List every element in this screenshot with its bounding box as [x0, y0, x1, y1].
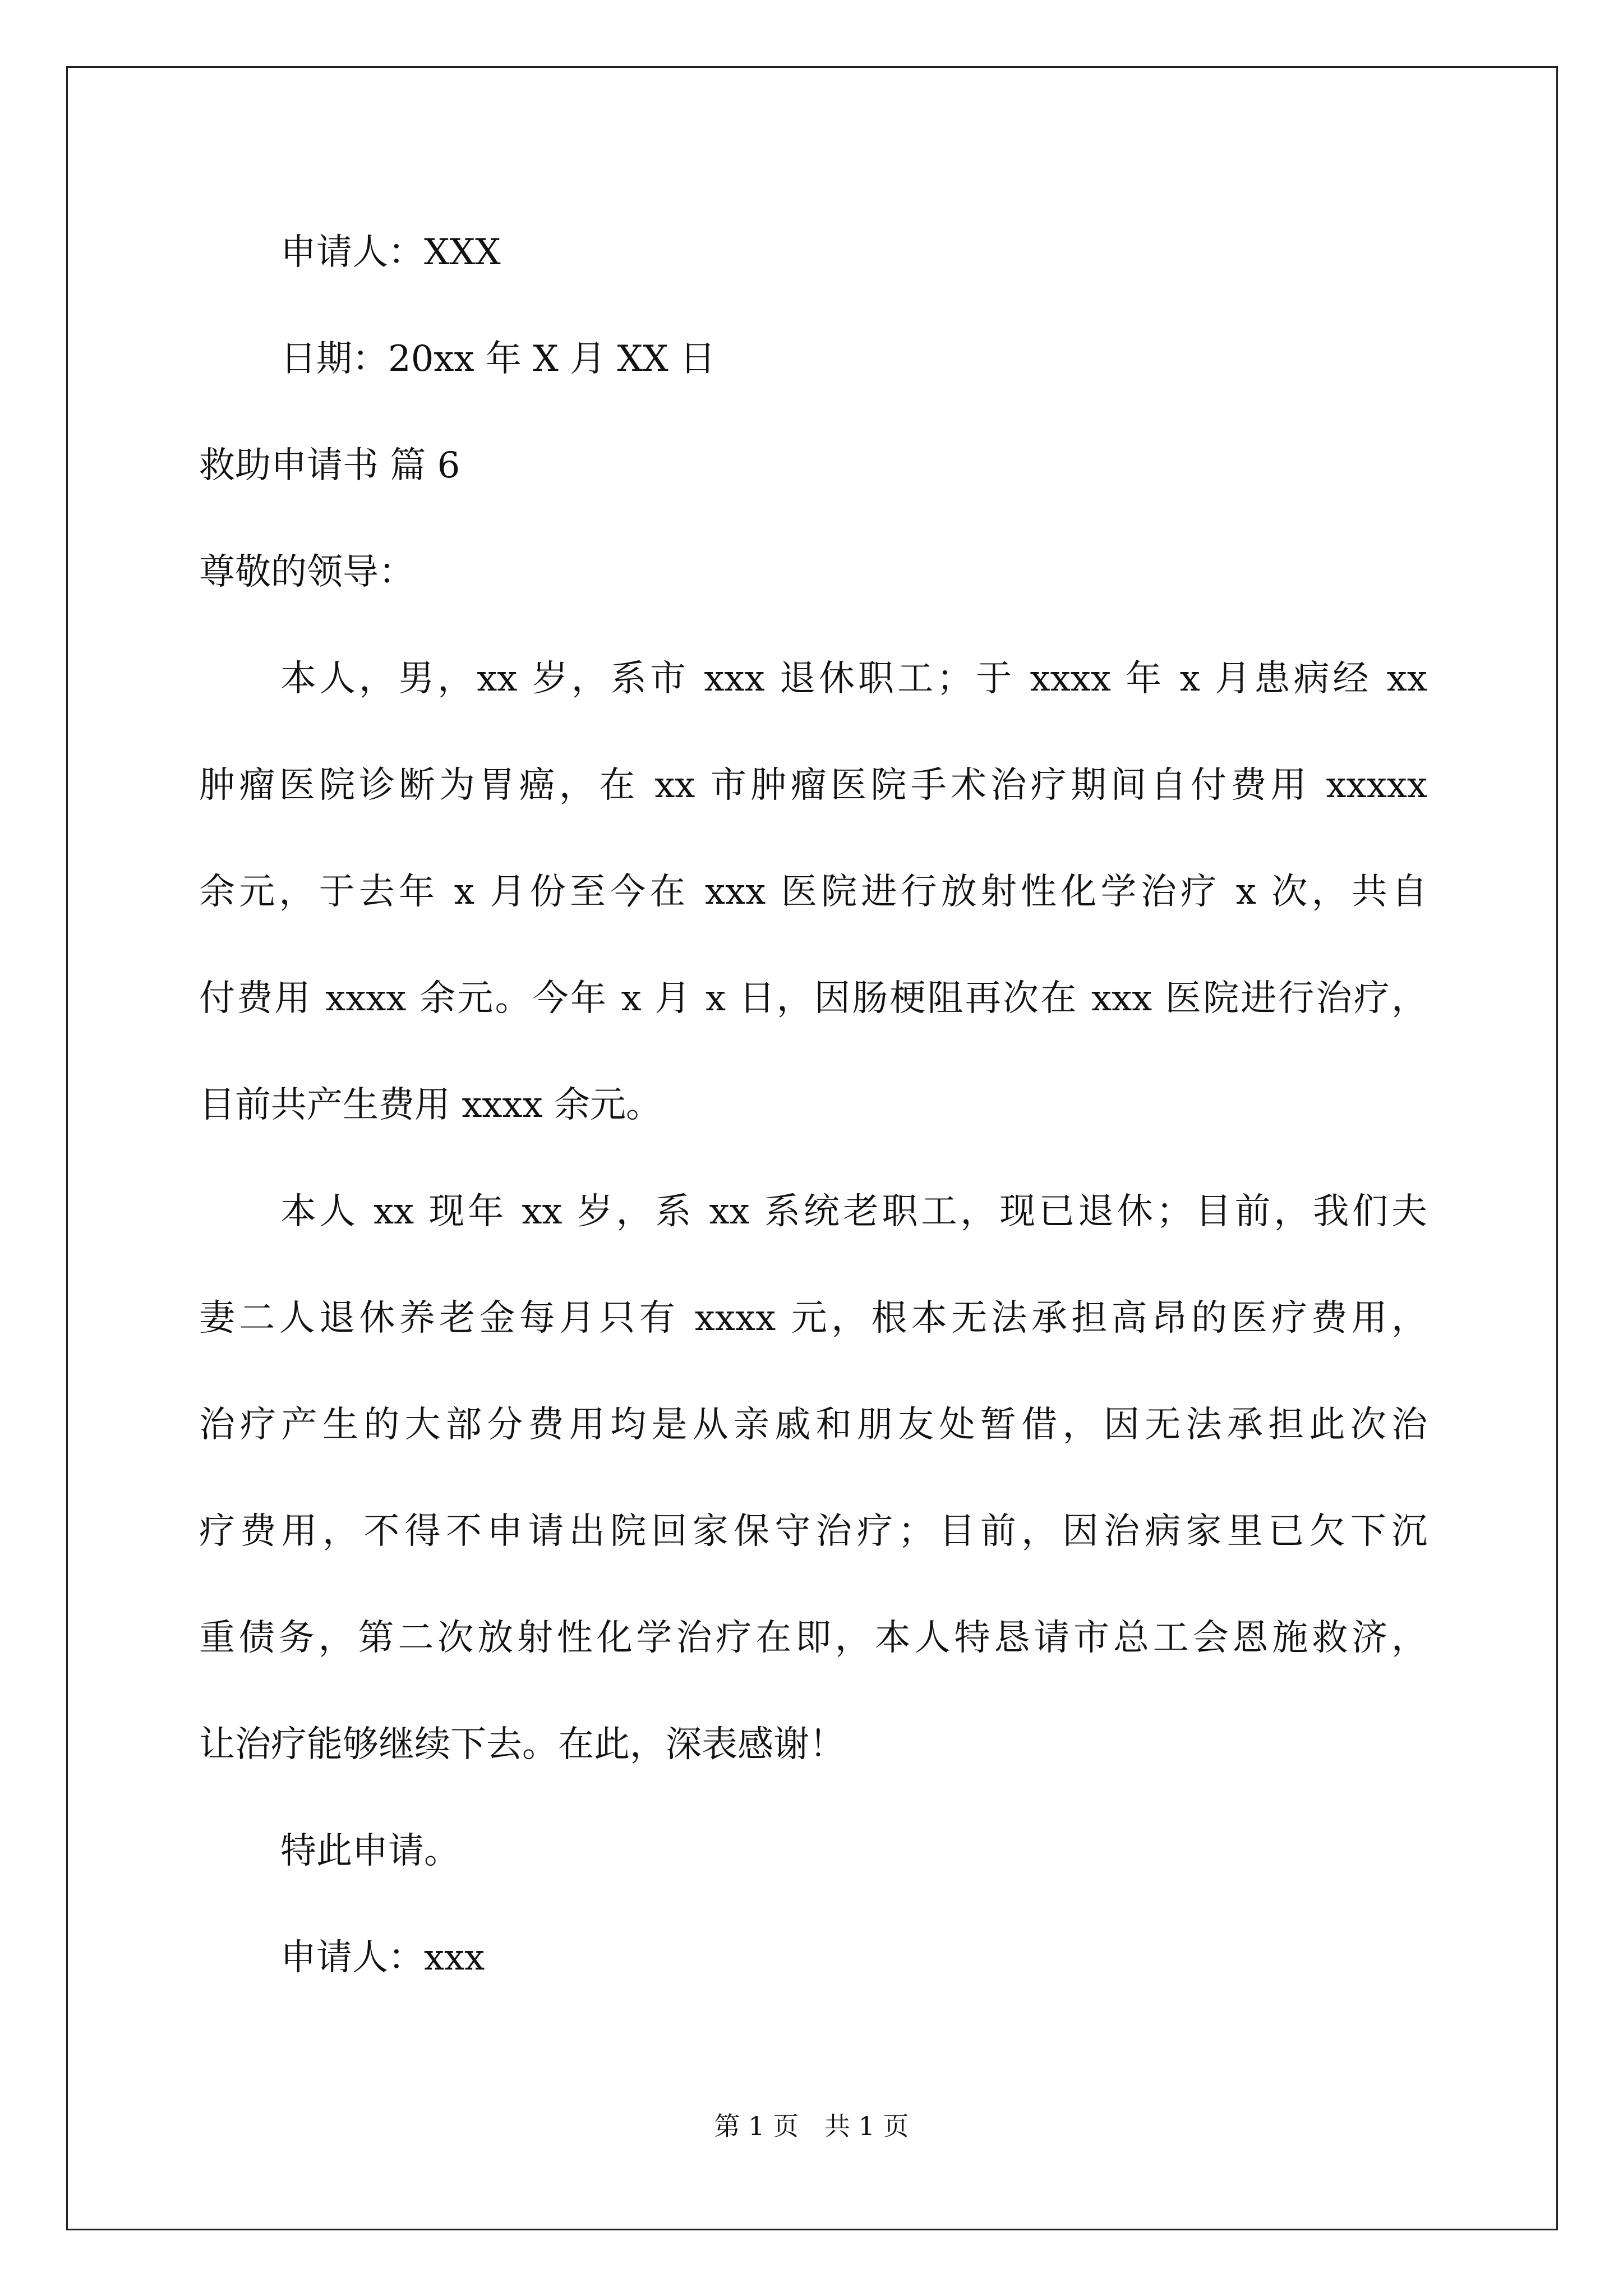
date-line: 日期：20xx 年 X 月 XX 日	[280, 338, 716, 380]
paragraph-2-line-4: 疗费用，不得不申请出院回家保守治疗；目前，因治病家里已欠下沉	[199, 1511, 1427, 1552]
paragraph-2-line-2: 妻二人退休养老金每月只有 xxxx 元，根本无法承担高昂的医疗费用，	[199, 1297, 1427, 1339]
closing-line: 特此申请。	[280, 1830, 460, 1872]
paragraph-1-line-1: 本人，男，xx 岁，系市 xxx 退休职工；于 xxxx 年 x 月患病经 xx	[280, 658, 1427, 700]
salutation: 尊敬的领导：	[199, 551, 414, 593]
paragraph-2-line-6: 让治疗能够继续下去。在此，深表感谢！	[199, 1724, 845, 1765]
paragraph-1-line-4: 付费用 xxxx 余元。今年 x 月 x 日，因肠梗阻再次在 xxx 医院进行治疗，	[199, 978, 1427, 1019]
page-number-footer: 第 1 页 共 1 页	[714, 2111, 909, 2141]
paragraph-1-line-5: 目前共产生费用 xxxx 余元。	[199, 1084, 662, 1126]
section-heading: 救助申请书 篇 6	[199, 445, 460, 486]
paragraph-1-line-2: 肿瘤医院诊断为胃癌，在 xx 市肿瘤医院手术治疗期间自付费用 xxxxx	[199, 765, 1427, 806]
paragraph-2-line-1: 本人 xx 现年 xx 岁，系 xx 系统老职工，现已退休；目前，我们夫	[280, 1191, 1427, 1232]
paragraph-2-line-5: 重债务，第二次放射性化学治疗在即，本人特恳请市总工会恩施救济，	[199, 1617, 1427, 1659]
signature-line: 申请人：xxx	[280, 1937, 485, 1978]
applicant-line: 申请人：XXX	[280, 232, 501, 273]
paragraph-2-line-3: 治疗产生的大部分费用均是从亲戚和朋友处暂借，因无法承担此次治	[199, 1404, 1427, 1446]
paragraph-1-line-3: 余元，于去年 x 月份至今在 xxx 医院进行放射性化学治疗 x 次，共自	[199, 871, 1427, 913]
page-border	[66, 66, 1558, 2230]
